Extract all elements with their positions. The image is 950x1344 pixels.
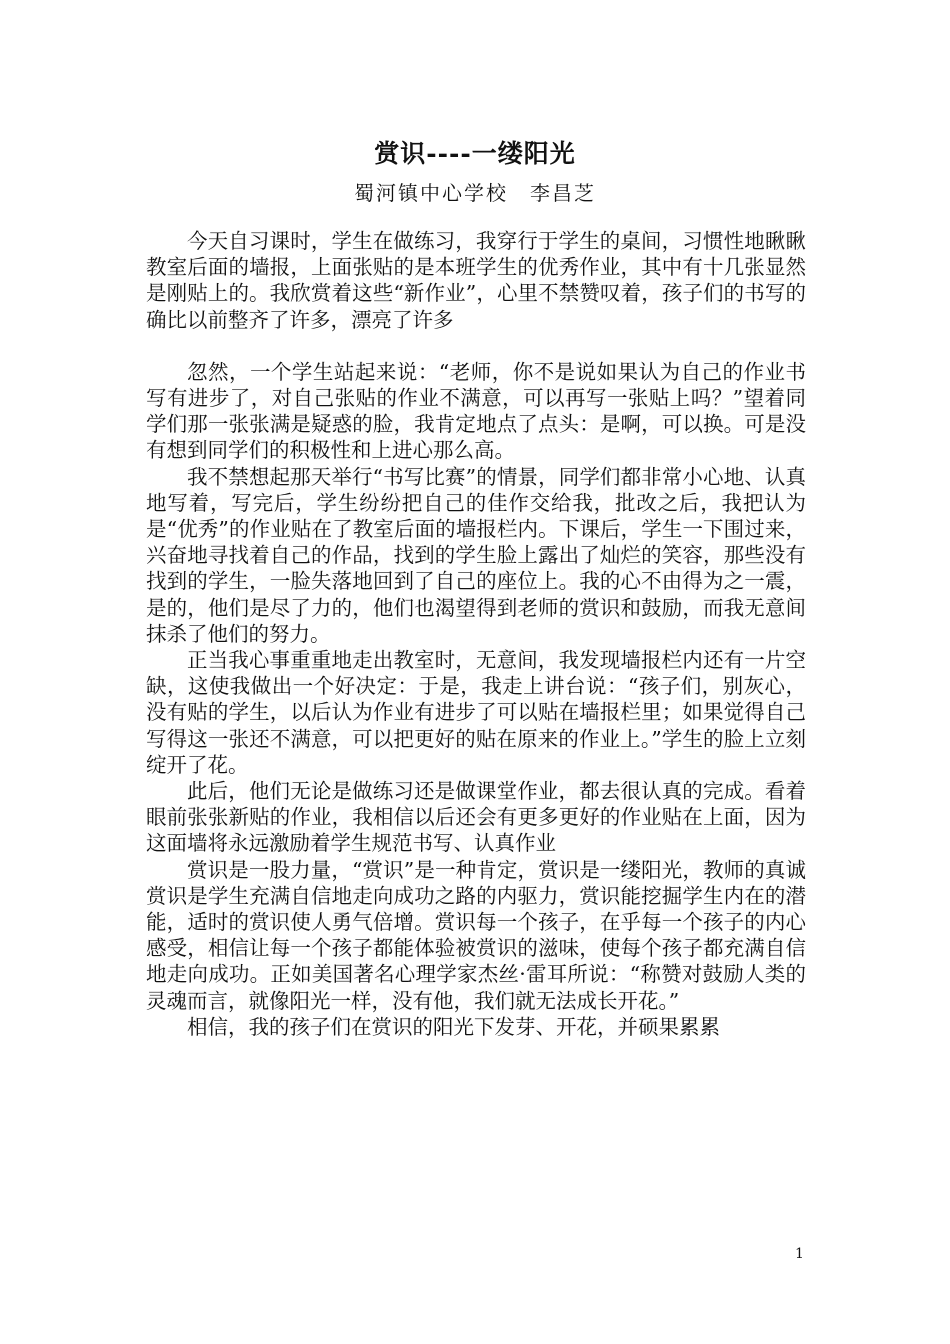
paragraph: 我不禁想起那天举行“书写比赛”的情景，同学们都非常小心地、认真地写着，写完后，学生纷纷把自己的佳作交给我，批改之后，我把认为是“优秀”的作业贴在了教室后面的墙报栏内。下课后，学生一下围过来，兴奋地寻找着自己的作品，找到的学生脸上露出了灿烂的笑容，那些没有找到的学生，一脸失落地回到了自己的座位上。我的心不由得为之一震，是的，他们是尽了力的，他们也渴望得到老师的赏识和鼓励，而我无意间抹杀了他们的努力。	[146, 464, 806, 646]
author-byline: 蜀河镇中心学校 李昌芝	[354, 181, 596, 205]
document-title: 赏识----一缕阳光	[374, 139, 576, 168]
paragraph: 此后，他们无论是做练习还是做课堂作业，都去很认真的完成。看着眼前张张新贴的作业，我相信以后还会有更多更好的作业贴在上面，因为这面墙将永远激励着学生规范书写、认真作业	[146, 779, 806, 856]
article-body	[146, 228, 806, 1040]
paragraph: 正当我心事重重地走出教室时，无意间，我发现墙报栏内还有一片空缺，这使我做出一个好决定：于是，我走上讲台说：“孩子们，别灰心，没有贴的学生，以后认为作业有进步了可以贴在墙报栏里；如果觉得自己写得这一张还不满意，可以把更好的贴在原来的作业上。”学生的脸上立刻绽开了花。	[146, 648, 806, 777]
paragraph: 忽然，一个学生站起来说：“老师，你不是说如果认为自己的作业书写有进步了，对自己张贴的作业不满意，可以再写一张贴上吗？”望着同学们那一张张满是疑惑的脸，我肯定地点了点头：是啊，可以换。可是没有想到同学们的积极性和上进心那么高。	[146, 359, 806, 463]
paragraph: 相信，我的孩子们在赏识的阳光下发芽、开花，并硕果累累	[187, 1014, 720, 1039]
page-number: 1	[795, 1246, 804, 1262]
paragraph: 赏识是一股力量，“赏识”是一种肯定，赏识是一缕阳光，教师的真诚赏识是学生充满自信地走向成功之路的内驱力，赏识能挖掘学生内在的潜能，适时的赏识使人勇气倍增。赏识每一个孩子，在乎每一个孩子的内心感受，相信让每一个孩子都能体验被赏识的滋味，使每个孩子都充满自信地走向成功。正如美国著名心理学家杰丝·雷耳所说：“称赞对鼓励人类的灵魂而言，就像阳光一样，没有他，我们就无法成长开花。”	[146, 857, 806, 1013]
paragraph: 今天自习课时，学生在做练习，我穿行于学生的桌间，习惯性地瞅瞅教室后面的墙报，上面张贴的是本班学生的优秀作业，其中有十几张显然是刚贴上的。我欣赏着这些“新作业”，心里不禁赞叹着，孩子们的书写的确比以前整齐了许多，漂亮了许多	[146, 229, 806, 332]
